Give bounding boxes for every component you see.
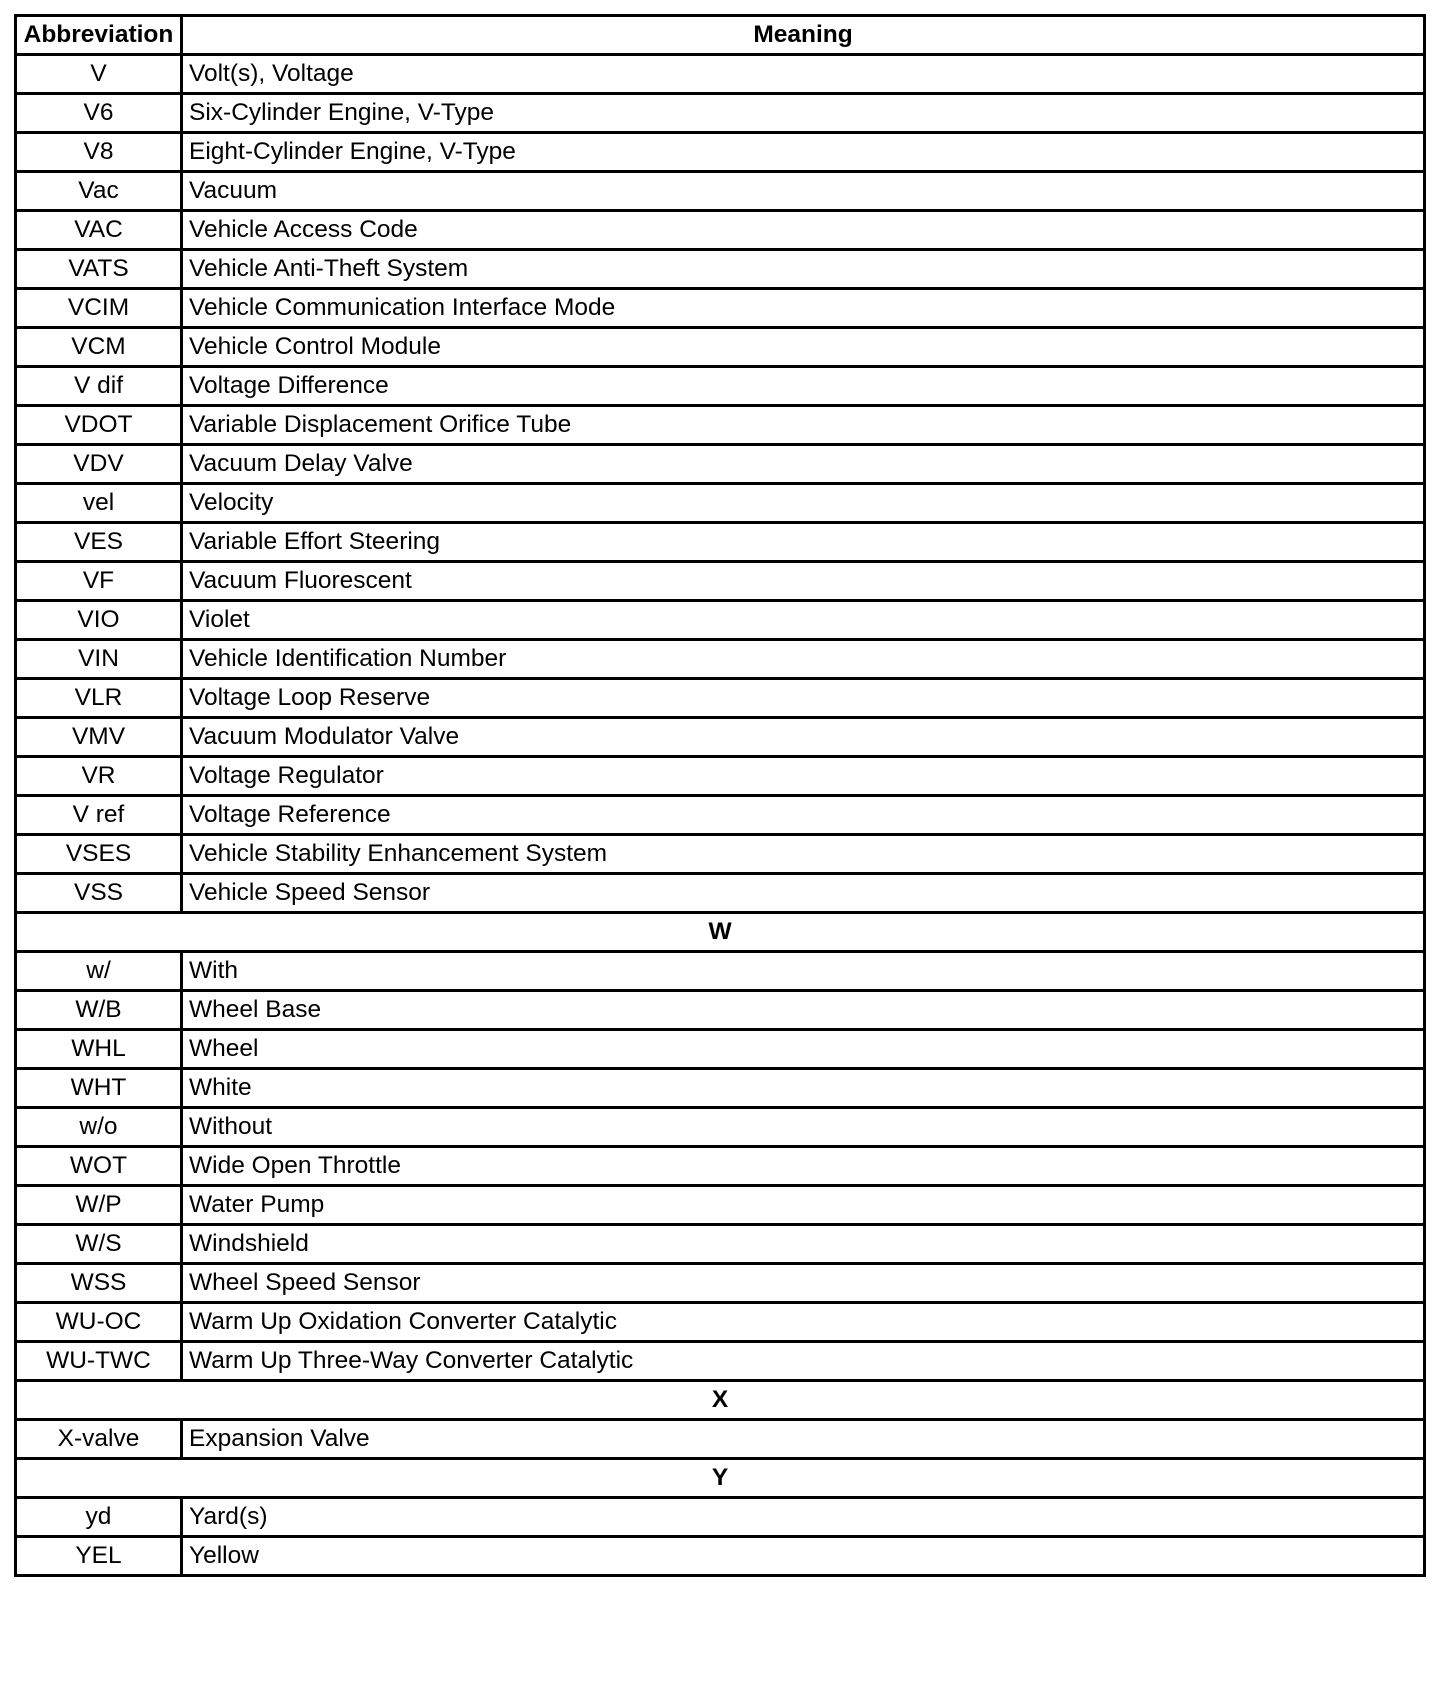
meaning-cell: With [182, 952, 1425, 991]
meaning-cell: Warm Up Three-Way Converter Catalytic [182, 1342, 1425, 1381]
abbreviation-cell: V6 [16, 94, 182, 133]
meaning-cell: Vacuum Modulator Valve [182, 718, 1425, 757]
abbreviation-cell: VLR [16, 679, 182, 718]
meaning-cell: Windshield [182, 1225, 1425, 1264]
table-row [16, 445, 1425, 484]
table-row [16, 523, 1425, 562]
abbreviation-cell: Vac [16, 172, 182, 211]
meaning-cell: Voltage Difference [182, 367, 1425, 406]
abbreviation-cell: V8 [16, 133, 182, 172]
meaning-cell: Vehicle Control Module [182, 328, 1425, 367]
meaning-cell: Variable Displacement Orifice Tube [182, 406, 1425, 445]
abbreviation-cell: VIN [16, 640, 182, 679]
meaning-cell: Wheel Base [182, 991, 1425, 1030]
meaning-cell: Vehicle Identification Number [182, 640, 1425, 679]
meaning-cell: Vehicle Speed Sensor [182, 874, 1425, 913]
table-row [16, 1498, 1425, 1537]
abbreviation-cell: VSS [16, 874, 182, 913]
meaning-cell: Voltage Reference [182, 796, 1425, 835]
table-row [16, 328, 1425, 367]
section-header-row [16, 913, 1425, 952]
abbreviation-cell: WSS [16, 1264, 182, 1303]
abbreviation-cell: X-valve [16, 1420, 182, 1459]
meaning-cell: Voltage Loop Reserve [182, 679, 1425, 718]
abbreviation-cell: WOT [16, 1147, 182, 1186]
meaning-cell: Expansion Valve [182, 1420, 1425, 1459]
meaning-cell: Vacuum [182, 172, 1425, 211]
meaning-cell: Vacuum Fluorescent [182, 562, 1425, 601]
table-row [16, 718, 1425, 757]
table-row [16, 367, 1425, 406]
meaning-column-header: Meaning [182, 16, 1425, 55]
abbreviation-column-header: Abbreviation [16, 16, 182, 55]
abbreviation-cell: VMV [16, 718, 182, 757]
table-row [16, 1342, 1425, 1381]
meaning-cell: Volt(s), Voltage [182, 55, 1425, 94]
meaning-cell: Eight-Cylinder Engine, V-Type [182, 133, 1425, 172]
table-row [16, 250, 1425, 289]
table-row [16, 55, 1425, 94]
table-row [16, 484, 1425, 523]
meaning-cell: Six-Cylinder Engine, V-Type [182, 94, 1425, 133]
table-row [16, 211, 1425, 250]
table-row [16, 601, 1425, 640]
abbreviation-cell: WHL [16, 1030, 182, 1069]
abbreviation-cell: V ref [16, 796, 182, 835]
meaning-cell: Vehicle Access Code [182, 211, 1425, 250]
abbreviation-cell: V [16, 55, 182, 94]
meaning-cell: Without [182, 1108, 1425, 1147]
table-row [16, 1225, 1425, 1264]
table-row [16, 1147, 1425, 1186]
table-row [16, 874, 1425, 913]
abbreviation-cell: yd [16, 1498, 182, 1537]
meaning-cell: Wheel [182, 1030, 1425, 1069]
abbreviation-cell: w/ [16, 952, 182, 991]
table-row [16, 1264, 1425, 1303]
abbreviation-cell: VAC [16, 211, 182, 250]
meaning-cell: Vehicle Communication Interface Mode [182, 289, 1425, 328]
abbreviation-cell: W/S [16, 1225, 182, 1264]
section-letter: W [16, 913, 1425, 952]
table-row [16, 796, 1425, 835]
abbreviation-cell: VDV [16, 445, 182, 484]
table-row [16, 1108, 1425, 1147]
table-row [16, 94, 1425, 133]
table-body [16, 55, 1425, 1576]
abbreviation-cell: WU-TWC [16, 1342, 182, 1381]
abbreviation-cell: VATS [16, 250, 182, 289]
table-row [16, 1420, 1425, 1459]
meaning-cell: Warm Up Oxidation Converter Catalytic [182, 1303, 1425, 1342]
section-header-row [16, 1459, 1425, 1498]
meaning-cell: Water Pump [182, 1186, 1425, 1225]
abbreviation-cell: VSES [16, 835, 182, 874]
abbreviation-cell: W/B [16, 991, 182, 1030]
meaning-cell: Violet [182, 601, 1425, 640]
meaning-cell: White [182, 1069, 1425, 1108]
abbreviation-cell: VIO [16, 601, 182, 640]
table-row [16, 1030, 1425, 1069]
meaning-cell: Variable Effort Steering [182, 523, 1425, 562]
abbreviation-cell: VCIM [16, 289, 182, 328]
abbreviation-cell: YEL [16, 1537, 182, 1576]
table-row [16, 640, 1425, 679]
table-row [16, 562, 1425, 601]
abbreviation-cell: VES [16, 523, 182, 562]
meaning-cell: Wide Open Throttle [182, 1147, 1425, 1186]
table-row [16, 757, 1425, 796]
section-header-row [16, 1381, 1425, 1420]
abbreviation-cell: WHT [16, 1069, 182, 1108]
table-row [16, 1537, 1425, 1576]
section-letter: X [16, 1381, 1425, 1420]
table-row [16, 952, 1425, 991]
table-row [16, 172, 1425, 211]
table-row [16, 133, 1425, 172]
table-row [16, 835, 1425, 874]
abbreviation-cell: VF [16, 562, 182, 601]
abbreviation-cell: VR [16, 757, 182, 796]
meaning-cell: Wheel Speed Sensor [182, 1264, 1425, 1303]
abbreviation-cell: VCM [16, 328, 182, 367]
header-row [16, 16, 1425, 55]
abbreviation-cell: WU-OC [16, 1303, 182, 1342]
abbreviation-cell: V dif [16, 367, 182, 406]
abbreviation-cell: w/o [16, 1108, 182, 1147]
table-row [16, 679, 1425, 718]
table-row [16, 1069, 1425, 1108]
meaning-cell: Vehicle Stability Enhancement System [182, 835, 1425, 874]
table-row [16, 406, 1425, 445]
meaning-cell: Vacuum Delay Valve [182, 445, 1425, 484]
table-row [16, 1303, 1425, 1342]
meaning-cell: Yellow [182, 1537, 1425, 1576]
abbreviation-cell: vel [16, 484, 182, 523]
table-row [16, 289, 1425, 328]
meaning-cell: Yard(s) [182, 1498, 1425, 1537]
abbreviation-cell: VDOT [16, 406, 182, 445]
table-row [16, 991, 1425, 1030]
abbreviation-table [14, 14, 1426, 1577]
meaning-cell: Velocity [182, 484, 1425, 523]
abbreviation-cell: W/P [16, 1186, 182, 1225]
meaning-cell: Vehicle Anti-Theft System [182, 250, 1425, 289]
section-letter: Y [16, 1459, 1425, 1498]
table-row [16, 1186, 1425, 1225]
meaning-cell: Voltage Regulator [182, 757, 1425, 796]
